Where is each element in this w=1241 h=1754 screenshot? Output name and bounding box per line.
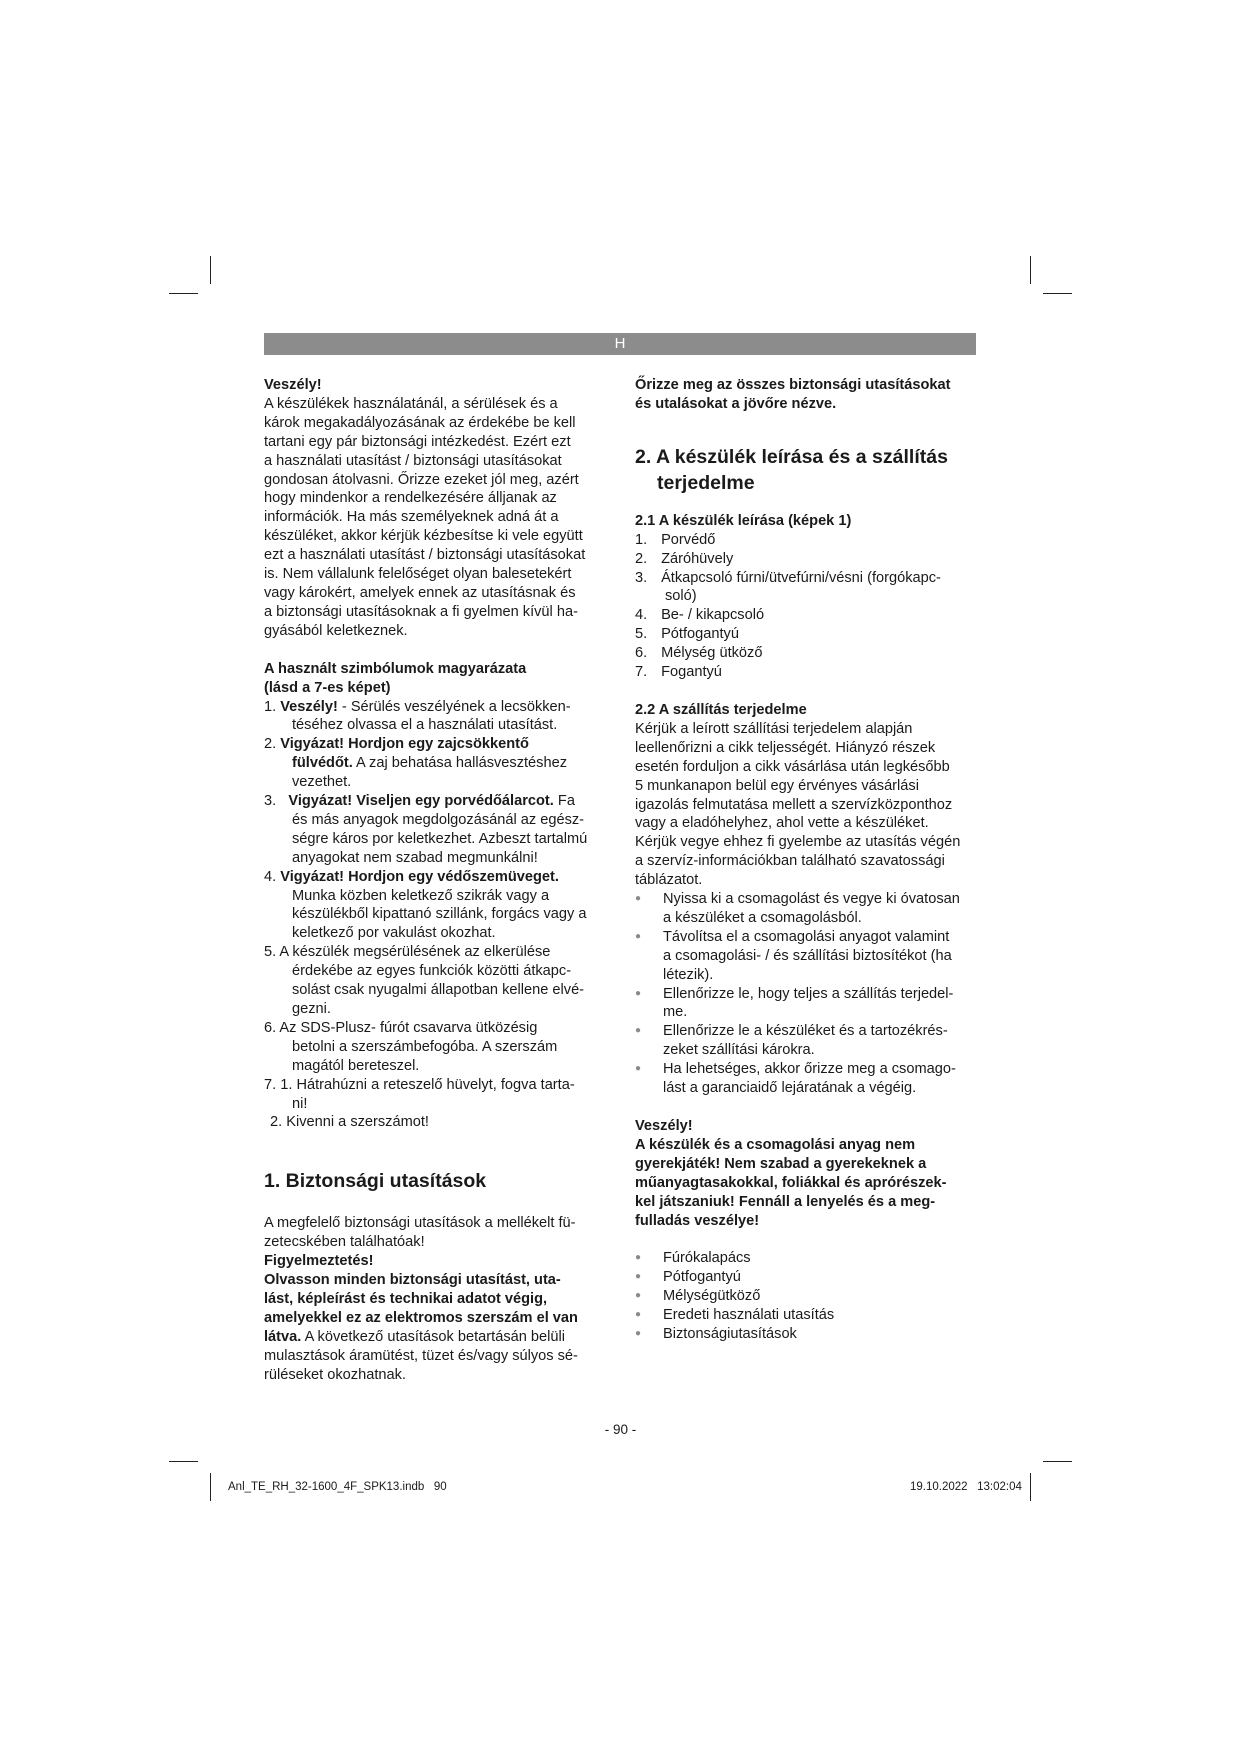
- item-number: 5.: [264, 944, 277, 961]
- bullet-item: ● Fúrókalapács: [635, 1249, 980, 1268]
- subsection-2-2-title: 2.2 A szállítás terjedelme: [635, 701, 807, 718]
- text-line: ● Távolítsa el a csomagolási anyagot valamint: [663, 928, 950, 945]
- list-item: [264, 792, 609, 868]
- item-text: anyagokat nem szabad megmunkálni!: [292, 849, 538, 866]
- list-item: [264, 735, 609, 792]
- item-number: 3.: [264, 793, 277, 810]
- text-line: vagy károkért, amelyek ennek az utasításnak és: [264, 584, 576, 601]
- text-line: a csomagolási- / és szállítási biztosítékot (ha: [663, 947, 952, 964]
- text-line: a használati utasítást / biztonsági utasításokat: [264, 452, 562, 469]
- list-item: [635, 569, 980, 588]
- item-text: keletkező por vakulást okozhat.: [292, 925, 496, 942]
- text-line: létezik).: [663, 966, 714, 983]
- text-line: a készüléket a csomagolásból.: [663, 909, 862, 926]
- text-line: zetecskében találhatóak!: [264, 1234, 425, 1251]
- item-text: Az SDS-Plusz- fúrót csavarva ütközésig: [279, 1019, 538, 1036]
- crop-mark: [210, 256, 211, 284]
- bullet-item: ● Mélységütköző: [635, 1287, 980, 1306]
- list-item: [635, 625, 980, 644]
- item-text: soló): [665, 588, 697, 605]
- item-text: gezni.: [292, 1001, 331, 1017]
- contents-bullet-list: [635, 1249, 980, 1344]
- list-item: [635, 663, 980, 682]
- item-number: 1.: [264, 698, 277, 715]
- item-bold: Veszély!: [280, 698, 338, 715]
- text-line: gyásából keletkeznek.: [264, 622, 408, 639]
- bullet-item: [635, 928, 980, 985]
- item-text: A készülék megsérülésének az elkerülése: [279, 944, 551, 961]
- text-line: tartani egy pár biztonsági intézkedést. Ezért ezt: [264, 433, 571, 450]
- text-line: Kérjük a leírott szállítási terjedelem alapján: [635, 720, 913, 737]
- text-line: hogy mindenkor a rendelkezésére álljanak az: [264, 490, 557, 507]
- item-number: 2.: [635, 550, 648, 567]
- crop-mark: [1043, 293, 1072, 294]
- crop-mark: [1043, 1461, 1072, 1462]
- page-number: - 90 -: [604, 1422, 637, 1437]
- danger-heading: Veszély!: [635, 1118, 693, 1134]
- item-text: Átkapcsoló fúrni/ütvefúrni/vésni (forgókapc-: [661, 569, 941, 586]
- text-line: mulasztások áramütést, tüzet és/vagy súlyos sé-: [264, 1347, 578, 1364]
- text-line: információk. Ha más személyeknek adná át a: [264, 509, 559, 526]
- item-text: érdekébe az egyes funkciók közötti átkapc-: [292, 963, 572, 980]
- text-line: készüléket, akkor kérjük kézbesítse ki vele együtt: [264, 528, 583, 545]
- footer-datetime: 19.10.2022 13:02:04: [910, 1481, 1022, 1493]
- item-bold: Vigyázat! Viseljen egy porvédőálarcot.: [288, 793, 554, 810]
- right-column: [635, 376, 980, 1344]
- symbols-heading-sub: (lásd a 7-es képet): [264, 679, 391, 696]
- text-line: gondosan átolvasni. Őrizze ezeket jól meg, azért: [264, 471, 579, 488]
- item-text: 2. Kivenni a szerszámot!: [270, 1114, 429, 1131]
- symbols-heading: A használt szimbólumok magyarázata: [264, 660, 527, 677]
- item-text: Fogantyú: [661, 664, 722, 681]
- item-text: Porvédő: [661, 531, 716, 548]
- section-2-title: 2. A készülék leírása és a szállítás: [635, 445, 948, 468]
- language-code: H: [614, 335, 626, 352]
- text-line: esetén forduljon a cikk vásárlása után legkésőbb: [635, 758, 950, 775]
- text-line: ● Ellenőrizze le, hogy teljes a szállítás terjedel-: [663, 985, 954, 1002]
- item-text: - Sérülés veszélyének a lecsökken-: [337, 698, 571, 715]
- item-text: ni!: [292, 1095, 308, 1112]
- left-column: [264, 376, 609, 1385]
- crop-mark: [169, 293, 198, 294]
- text-line: zeket szállítási károkra.: [663, 1042, 815, 1059]
- item-number: 5.: [635, 626, 648, 643]
- bullet-item: ● Eredeti használati utasítás: [635, 1306, 980, 1325]
- item-text: vezethet.: [292, 774, 352, 791]
- list-item: [635, 550, 980, 569]
- text-line: Kérjük vegye ehhez fi gyelembe az utasítás végén: [635, 834, 961, 851]
- danger-warning-text: [635, 1136, 980, 1231]
- crop-mark: [1030, 1473, 1031, 1501]
- text-line: gyerekjáték! Nem szabad a gyerekeknek a: [635, 1155, 927, 1172]
- text-line: a szervíz-információkban található szavatossági: [635, 853, 945, 870]
- text-line: ● Ellenőrizze le a készüléket és a tartozékrés-: [663, 1023, 948, 1040]
- bullet-item: [635, 985, 980, 1023]
- list-item: [635, 644, 980, 663]
- item-text: és más anyagok megdolgozásánál az egész-: [292, 811, 585, 828]
- list-item: [264, 1019, 609, 1076]
- item-number: 4.: [264, 868, 277, 885]
- section-2-title: terjedelme: [657, 471, 755, 494]
- bullet-item: [635, 1060, 980, 1098]
- item-number: 7.: [635, 664, 648, 681]
- bullet-item: [635, 1022, 980, 1060]
- item-number: 2.: [264, 736, 277, 753]
- section-1-title: 1. Biztonsági utasítások: [264, 1170, 487, 1193]
- crop-mark: [1030, 256, 1031, 284]
- subsection-2-1-title: 2.1 A készülék leírása (képek 1): [635, 512, 852, 529]
- item-text: A zaj behatása hallásvesztéshez: [352, 755, 567, 772]
- item-text: magától bereteszel.: [292, 1057, 420, 1074]
- crop-mark: [210, 1473, 211, 1501]
- item-text: ségre káros por keletkezhet. Azbeszt tartalmú: [292, 830, 588, 847]
- danger-heading: Veszély!: [264, 377, 322, 393]
- text-line: leellenőrizni a cikk teljességét. Hiányzó részek: [635, 739, 936, 756]
- text-line: műanyagtasakokkal, foliákkal és aprórészek-: [635, 1174, 947, 1191]
- bullet-item: ● Biztonságiutasítások: [635, 1325, 980, 1344]
- text-line: amelyekkel ez az elektromos szerszám el van: [264, 1309, 578, 1326]
- item-bold: fülvédőt.: [292, 755, 353, 772]
- delivery-paragraph: [635, 720, 980, 890]
- item-text: Fa: [553, 793, 575, 810]
- warning-heading: Figyelmeztetés!: [264, 1253, 374, 1270]
- item-bold: Vigyázat! Hordjon egy védőszemüveget.: [280, 868, 559, 885]
- text-line: Olvasson minden biztonsági utasítást, uta-: [264, 1272, 561, 1289]
- list-item: [264, 698, 609, 736]
- text-line: ● Ha lehetséges, akkor őrizze meg a csomago-: [663, 1061, 956, 1078]
- language-header-bar: [264, 333, 976, 355]
- item-text: készülékből kipattanó szillánk, forgács vagy a: [292, 906, 587, 923]
- item-text: Munka közben keletkező szikrák vagy a: [292, 887, 550, 904]
- keep-instructions: és utalásokat a jövőre nézve.: [635, 395, 837, 412]
- item-text: solást csak nyugalmi állapotban kellene elvé-: [292, 982, 585, 999]
- item-text: Záróhüvely: [661, 550, 734, 567]
- text-line: rüléseket okozhatnak.: [264, 1366, 406, 1383]
- text-line: A megfelelő biztonsági utasítások a mellékelt fü-: [264, 1215, 576, 1232]
- item-text: 1. Hátrahúzni a reteszelő hüvelyt, fogva tarta-: [280, 1076, 575, 1093]
- item-text: téséhez olvassa el a használati utasítást.: [292, 717, 558, 734]
- symbol-list: [264, 698, 609, 1133]
- text-line: 5 munkanapon belül egy érvényes vásárlási: [635, 777, 919, 794]
- unpacking-bullet-list: [635, 890, 980, 1098]
- text-line: a biztonsági utasításoknak a fi gyelmen kívül ha-: [264, 603, 578, 620]
- item-number: 6.: [264, 1019, 277, 1036]
- text-bold: látva.: [264, 1328, 302, 1345]
- danger-paragraph: [264, 395, 609, 641]
- text-line: lást a garanciaidő lejáratának a végéig.: [663, 1080, 917, 1097]
- item-number: 1.: [635, 531, 648, 548]
- item-number: 7.: [264, 1076, 277, 1093]
- text-line: A készülék és a csomagolási anyag nem: [635, 1136, 916, 1153]
- text-line: A készülékek használatánál, a sérülések és a: [264, 395, 558, 412]
- parts-list: [635, 531, 980, 682]
- text-line: ezt a használati utasítást / biztonsági utasításokat: [264, 547, 586, 564]
- item-text: Mélység ütköző: [661, 645, 763, 662]
- list-item: [264, 868, 609, 944]
- text-line: igazolás felmutatása mellett a szervízközponthoz: [635, 796, 953, 813]
- bullet-item: ● Pótfogantyú: [635, 1268, 980, 1287]
- text-line: me.: [663, 1004, 688, 1021]
- text-line: lást, képleírást és technikai adatot végig,: [264, 1290, 548, 1307]
- bullet-item: [635, 890, 980, 928]
- item-number: 6.: [635, 645, 648, 662]
- item-number: 4.: [635, 607, 648, 624]
- item-number: 3.: [635, 569, 648, 586]
- text-line: A következő utasítások betartásán belüli: [301, 1328, 565, 1345]
- list-item: [635, 531, 980, 550]
- footer-filename: Anl_TE_RH_32-1600_4F_SPK13.indb 90: [228, 1481, 447, 1493]
- item-text: betolni a szerszámbefogóba. A szerszám: [292, 1038, 558, 1055]
- text-line: is. Nem vállalunk felelőséget olyan balesetekért: [264, 566, 572, 583]
- text-line: vagy a eladóhelyhez, ahol vette a készüléket.: [635, 815, 929, 832]
- item-bold: Vigyázat! Hordjon egy zajcsökkentő: [280, 736, 529, 753]
- list-item: [264, 943, 609, 1019]
- list-item: [264, 1076, 609, 1133]
- text-line: ● Nyissa ki a csomagolást és vegye ki óvatosan: [663, 891, 960, 908]
- crop-mark: [169, 1461, 198, 1462]
- list-item: [635, 606, 980, 625]
- item-text: Pótfogantyú: [661, 626, 739, 643]
- text-line: fulladás veszélye!: [635, 1212, 760, 1229]
- list-item: [635, 587, 980, 606]
- text-line: kel játszaniuk! Fennáll a lenyelés és a meg-: [635, 1193, 936, 1210]
- keep-instructions: Őrizze meg az összes biztonsági utasításokat: [635, 377, 951, 393]
- text-line: táblázatot.: [635, 872, 703, 889]
- item-text: Be- / kikapcsoló: [661, 607, 765, 624]
- text-line: károk megakadályozásának az érdekébe be kell: [264, 414, 576, 431]
